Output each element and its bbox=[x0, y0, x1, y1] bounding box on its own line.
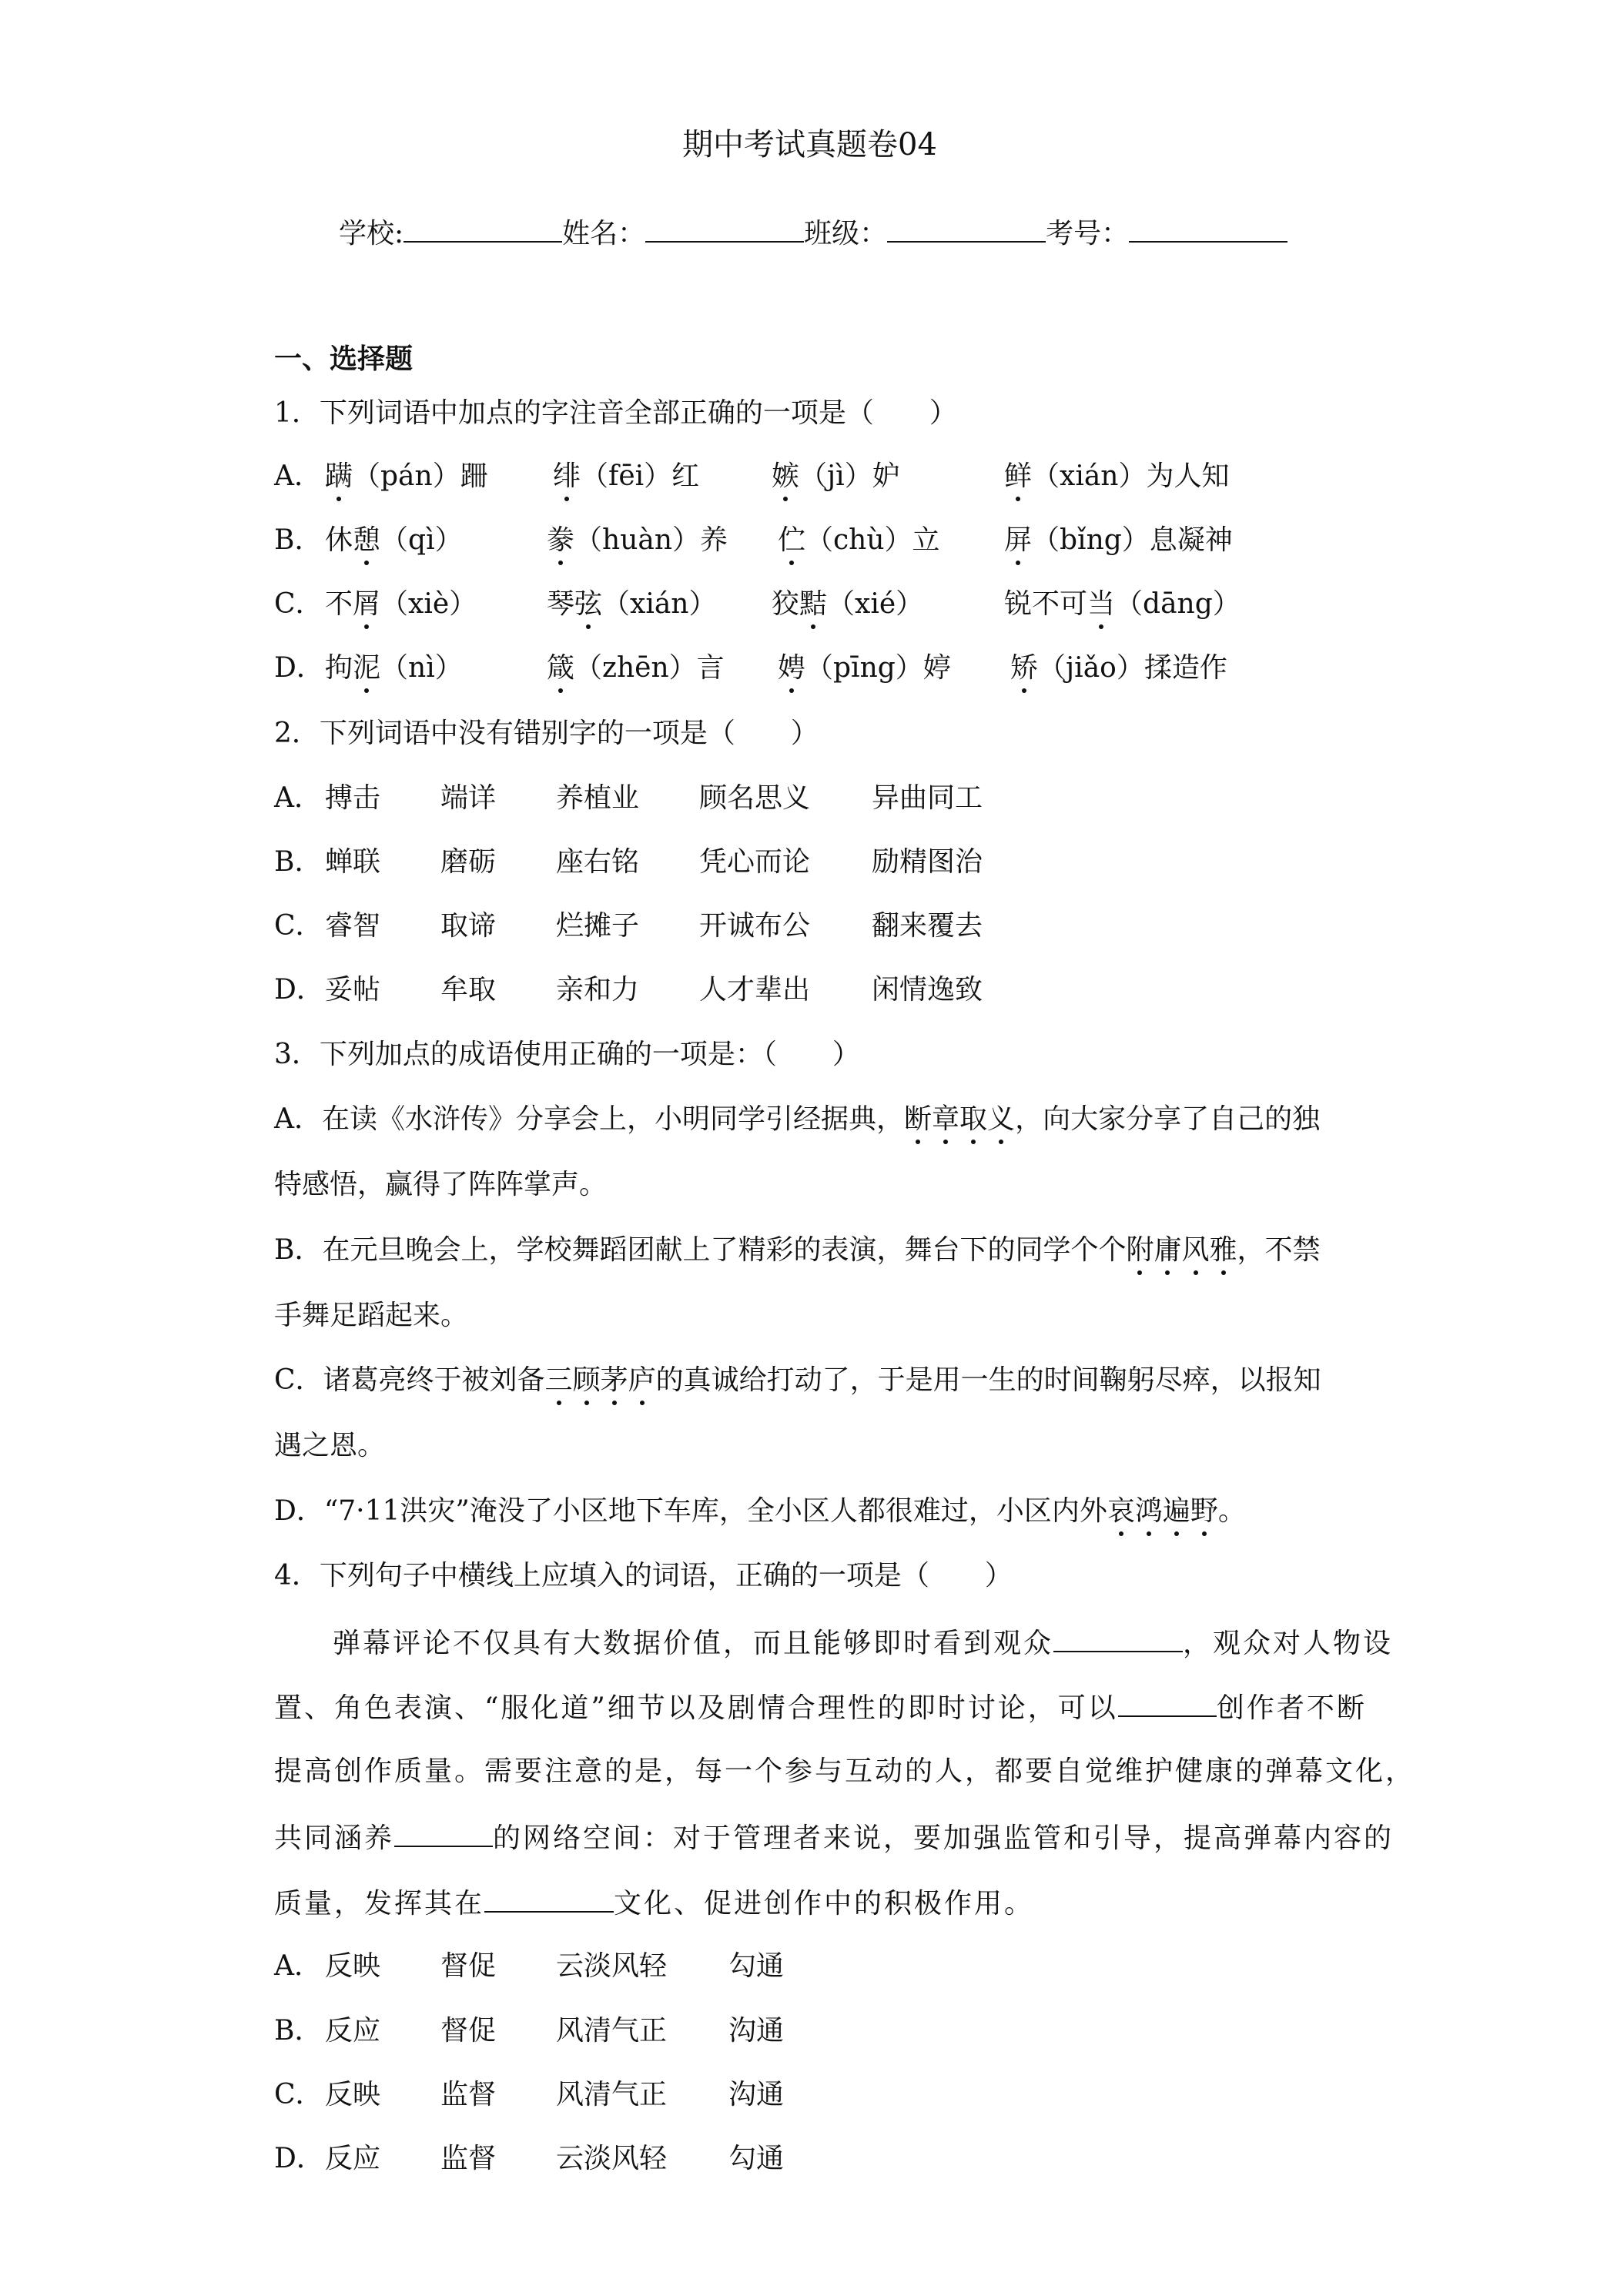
q1-option-a[interactable] bbox=[274, 460, 1230, 492]
q4-passage-line2: 置、角色表演、“服化道”细节以及剧情合理性的即时讨论，可以 创作者不断 bbox=[274, 1692, 1367, 1724]
word: 风清气正 bbox=[556, 2079, 668, 2110]
pinyin-word: （bǐng）息凝神 bbox=[1032, 524, 1233, 556]
word: 监督 bbox=[440, 2143, 497, 2174]
word: 励精图治 bbox=[872, 846, 983, 878]
dotted-char: 豢 bbox=[547, 524, 575, 556]
dotted-char: 鸿 bbox=[1134, 1495, 1163, 1527]
dotted-char: 蹒 bbox=[325, 460, 353, 492]
option-text: A．在读《水浒传》分享会上，小明同学引经据典， bbox=[274, 1103, 904, 1135]
q3-option-d[interactable] bbox=[274, 1495, 1246, 1527]
word: 妥帖 bbox=[325, 974, 381, 1006]
q3-option-c-line1[interactable] bbox=[274, 1364, 1321, 1396]
q3-option-b-line2: 手舞足蹈起来。 bbox=[274, 1300, 469, 1331]
dotted-char: 风 bbox=[1181, 1234, 1210, 1266]
dotted-char: 义 bbox=[987, 1103, 1016, 1135]
option-letter: C． bbox=[274, 588, 323, 620]
dotted-char: 野 bbox=[1190, 1495, 1218, 1527]
pinyin-word: （huàn）养 bbox=[574, 524, 728, 556]
fill-blank-3[interactable] bbox=[394, 1822, 493, 1847]
dotted-char: 泥 bbox=[353, 652, 381, 684]
fill-blank-4[interactable] bbox=[484, 1888, 614, 1913]
option-letter: D． bbox=[274, 2143, 324, 2174]
name-blank[interactable] bbox=[645, 218, 804, 243]
dotted-char: 伫 bbox=[778, 524, 806, 556]
name-label: 姓名： bbox=[562, 218, 646, 249]
question-1-stem: 1．下列词语中加点的字注音全部正确的一项是（ ） bbox=[274, 397, 957, 429]
dotted-char: 附 bbox=[1126, 1234, 1154, 1266]
fill-blank-1[interactable] bbox=[1053, 1628, 1183, 1652]
q2-option-a[interactable] bbox=[274, 782, 983, 814]
word: 勾通 bbox=[728, 1950, 785, 1982]
pinyin-word: （xián） bbox=[602, 588, 717, 620]
q1-option-c[interactable] bbox=[274, 588, 1241, 620]
q3-option-a-line2: 特感悟，赢得了阵阵掌声。 bbox=[274, 1169, 608, 1200]
pinyin-word: （nì） bbox=[380, 652, 463, 684]
pinyin-word: （xiè） bbox=[380, 588, 477, 620]
dotted-char: 当 bbox=[1087, 588, 1116, 620]
word: 监督 bbox=[440, 2079, 497, 2110]
word: 反应 bbox=[325, 2143, 381, 2174]
q3-option-b-line1[interactable] bbox=[274, 1234, 1321, 1266]
student-info-line bbox=[339, 218, 1287, 248]
q4-option-a[interactable] bbox=[274, 1950, 785, 1982]
word: 亲和力 bbox=[556, 974, 640, 1006]
option-letter: B． bbox=[274, 524, 323, 556]
pinyin-word: 休 bbox=[325, 524, 353, 556]
word: 搏击 bbox=[325, 782, 381, 814]
word: 养植业 bbox=[556, 782, 640, 814]
pinyin-word: （xié） bbox=[827, 588, 924, 620]
pinyin-word: 狡 bbox=[772, 588, 800, 620]
pinyin-word: （qì） bbox=[380, 524, 463, 556]
pinyin-word: （chù）立 bbox=[805, 524, 940, 556]
dotted-char: 鲜 bbox=[1004, 460, 1033, 492]
word: 督促 bbox=[440, 1950, 497, 1982]
dotted-char: 娉 bbox=[778, 652, 806, 684]
q4-passage-line3: 提高创作质量。需要注意的是，每一个参与互动的人，都要自觉维护健康的弹幕文化， bbox=[274, 1755, 1416, 1787]
page-title: 期中考试真题卷04 bbox=[682, 127, 937, 162]
school-label: 学校: bbox=[339, 218, 404, 249]
school-blank[interactable] bbox=[403, 218, 562, 243]
q4-passage-line5: 质量，发挥其在 文化、促进创作中的积极作用。 bbox=[274, 1888, 1035, 1919]
option-text: 。 bbox=[1217, 1495, 1246, 1527]
dotted-idiom bbox=[904, 1103, 1015, 1135]
dotted-char: 雅 bbox=[1209, 1234, 1237, 1266]
word: 蝉联 bbox=[325, 846, 381, 878]
word: 凭心而论 bbox=[699, 846, 811, 878]
q4-option-c[interactable] bbox=[274, 2079, 785, 2110]
dotted-char: 屑 bbox=[353, 588, 381, 620]
dotted-char: 遍 bbox=[1162, 1495, 1190, 1527]
dotted-char: 断 bbox=[904, 1103, 933, 1135]
dotted-char: 嫉 bbox=[772, 460, 800, 492]
q3-option-c-line2: 遇之恩。 bbox=[274, 1430, 386, 1461]
option-text: D．“7·11洪灾”淹没了小区地下车库，全小区人都很难过，小区内外 bbox=[274, 1495, 1107, 1527]
word: 牟取 bbox=[440, 974, 497, 1006]
question-4-stem: 4．下列句子中横线上应填入的词语，正确的一项是（ ） bbox=[274, 1560, 1013, 1591]
option-text: B．在元旦晚会上，学校舞蹈团献上了精彩的表演，舞台下的同学个个 bbox=[274, 1234, 1127, 1266]
class-blank[interactable] bbox=[887, 218, 1046, 243]
pinyin-word: （zhēn）言 bbox=[574, 652, 725, 684]
pinyin-word: 拘 bbox=[325, 652, 353, 684]
q2-option-b[interactable] bbox=[274, 846, 983, 878]
option-letter: B． bbox=[274, 2015, 323, 2047]
pinyin-word: （pīng）婷 bbox=[805, 652, 951, 684]
pinyin-word: （fēi）红 bbox=[581, 460, 700, 492]
option-text: C．诸葛亮终于被刘备 bbox=[274, 1364, 545, 1396]
word: 烂摊子 bbox=[556, 910, 640, 942]
word: 顾名思义 bbox=[699, 782, 811, 814]
option-letter: C． bbox=[274, 910, 323, 942]
word: 反映 bbox=[325, 2079, 381, 2110]
dotted-idiom bbox=[1107, 1495, 1218, 1527]
class-label: 班级： bbox=[804, 218, 888, 249]
word: 人才辈出 bbox=[699, 974, 811, 1006]
word: 磨砺 bbox=[440, 846, 497, 878]
word: 勾通 bbox=[728, 2143, 785, 2174]
word: 睿智 bbox=[325, 910, 381, 942]
pinyin-word: （xián）为人知 bbox=[1032, 460, 1230, 492]
option-letter: A． bbox=[274, 782, 322, 814]
word: 云淡风轻 bbox=[556, 2143, 668, 2174]
dotted-char: 矫 bbox=[1010, 652, 1039, 684]
word: 取谛 bbox=[440, 910, 497, 942]
pinyin-word: （jiǎo）揉造作 bbox=[1038, 652, 1227, 684]
dotted-char: 庸 bbox=[1154, 1234, 1182, 1266]
dotted-char: 黠 bbox=[799, 588, 828, 620]
dotted-char: 顾 bbox=[572, 1364, 601, 1396]
dotted-char: 屏 bbox=[1004, 524, 1033, 556]
exam-number-label: 考号： bbox=[1046, 218, 1130, 249]
option-letter: D． bbox=[274, 974, 324, 1006]
option-letter: A． bbox=[274, 1950, 322, 1982]
option-letter: B． bbox=[274, 846, 323, 878]
question-2-stem: 2．下列词语中没有错别字的一项是（ ） bbox=[274, 718, 819, 749]
question-3-stem: 3．下列加点的成语使用正确的一项是：（ ） bbox=[274, 1039, 860, 1070]
dotted-char: 箴 bbox=[547, 652, 575, 684]
word: 云淡风轻 bbox=[556, 1950, 668, 1982]
pinyin-word: 锐不可 bbox=[1004, 588, 1088, 620]
dotted-char: 茅 bbox=[600, 1364, 628, 1396]
word: 沟通 bbox=[728, 2079, 785, 2110]
dotted-char: 三 bbox=[544, 1364, 573, 1396]
q3-option-a-line1[interactable] bbox=[274, 1103, 1321, 1135]
q4-option-b[interactable] bbox=[274, 2015, 785, 2047]
option-text: ，不禁 bbox=[1237, 1234, 1321, 1266]
word: 反应 bbox=[325, 2015, 381, 2047]
q2-option-c[interactable] bbox=[274, 910, 983, 942]
word: 风清气正 bbox=[556, 2015, 668, 2047]
q4-passage-line1: 弹幕评论不仅具有大数据价值，而且能够即时看到观众 ，观众对人物设 bbox=[333, 1628, 1394, 1659]
dotted-char: 哀 bbox=[1107, 1495, 1135, 1527]
word: 开诚布公 bbox=[699, 910, 811, 942]
option-text: ，向大家分享了自己的独 bbox=[1015, 1103, 1321, 1135]
word: 督促 bbox=[440, 2015, 497, 2047]
word: 翻来覆去 bbox=[872, 910, 983, 942]
dotted-char: 取 bbox=[959, 1103, 988, 1135]
pinyin-word: （dāng） bbox=[1115, 588, 1241, 620]
q4-passage-line4: 共同涵养 的网络空间：对于管理者来说，要加强监管和引导，提高弹幕内容的 bbox=[274, 1822, 1395, 1854]
exam-number-blank[interactable] bbox=[1129, 218, 1287, 243]
dotted-char: 庐 bbox=[628, 1364, 656, 1396]
q4-option-d[interactable] bbox=[274, 2143, 785, 2174]
option-letter: D． bbox=[274, 652, 324, 684]
pinyin-word: （jì）妒 bbox=[799, 460, 900, 492]
pinyin-word: （pán）跚 bbox=[353, 460, 488, 492]
q1-option-b[interactable] bbox=[274, 524, 1233, 556]
dotted-char: 憩 bbox=[353, 524, 381, 556]
word: 座右铭 bbox=[556, 846, 640, 878]
pinyin-word: 琴 bbox=[547, 588, 575, 620]
dotted-char: 绯 bbox=[553, 460, 581, 492]
word: 异曲同工 bbox=[872, 782, 983, 814]
dotted-char: 弦 bbox=[574, 588, 603, 620]
dotted-char: 章 bbox=[932, 1103, 960, 1135]
option-letter: C． bbox=[274, 2079, 323, 2110]
word: 沟通 bbox=[728, 2015, 785, 2047]
fill-blank-2[interactable] bbox=[1118, 1692, 1217, 1717]
word: 端详 bbox=[440, 782, 497, 814]
option-letter: A． bbox=[274, 460, 322, 492]
pinyin-word: 不 bbox=[325, 588, 353, 620]
q2-option-d[interactable] bbox=[274, 974, 983, 1006]
option-text: 的真诚给打动了，于是用一生的时间鞠躬尽瘁，以报知 bbox=[655, 1364, 1321, 1396]
section-heading: 一、选择题 bbox=[274, 343, 414, 375]
q1-option-d[interactable] bbox=[274, 652, 1227, 684]
dotted-idiom bbox=[545, 1364, 656, 1396]
dotted-idiom bbox=[1126, 1234, 1237, 1266]
word: 闲情逸致 bbox=[872, 974, 983, 1006]
word: 反映 bbox=[325, 1950, 381, 1982]
